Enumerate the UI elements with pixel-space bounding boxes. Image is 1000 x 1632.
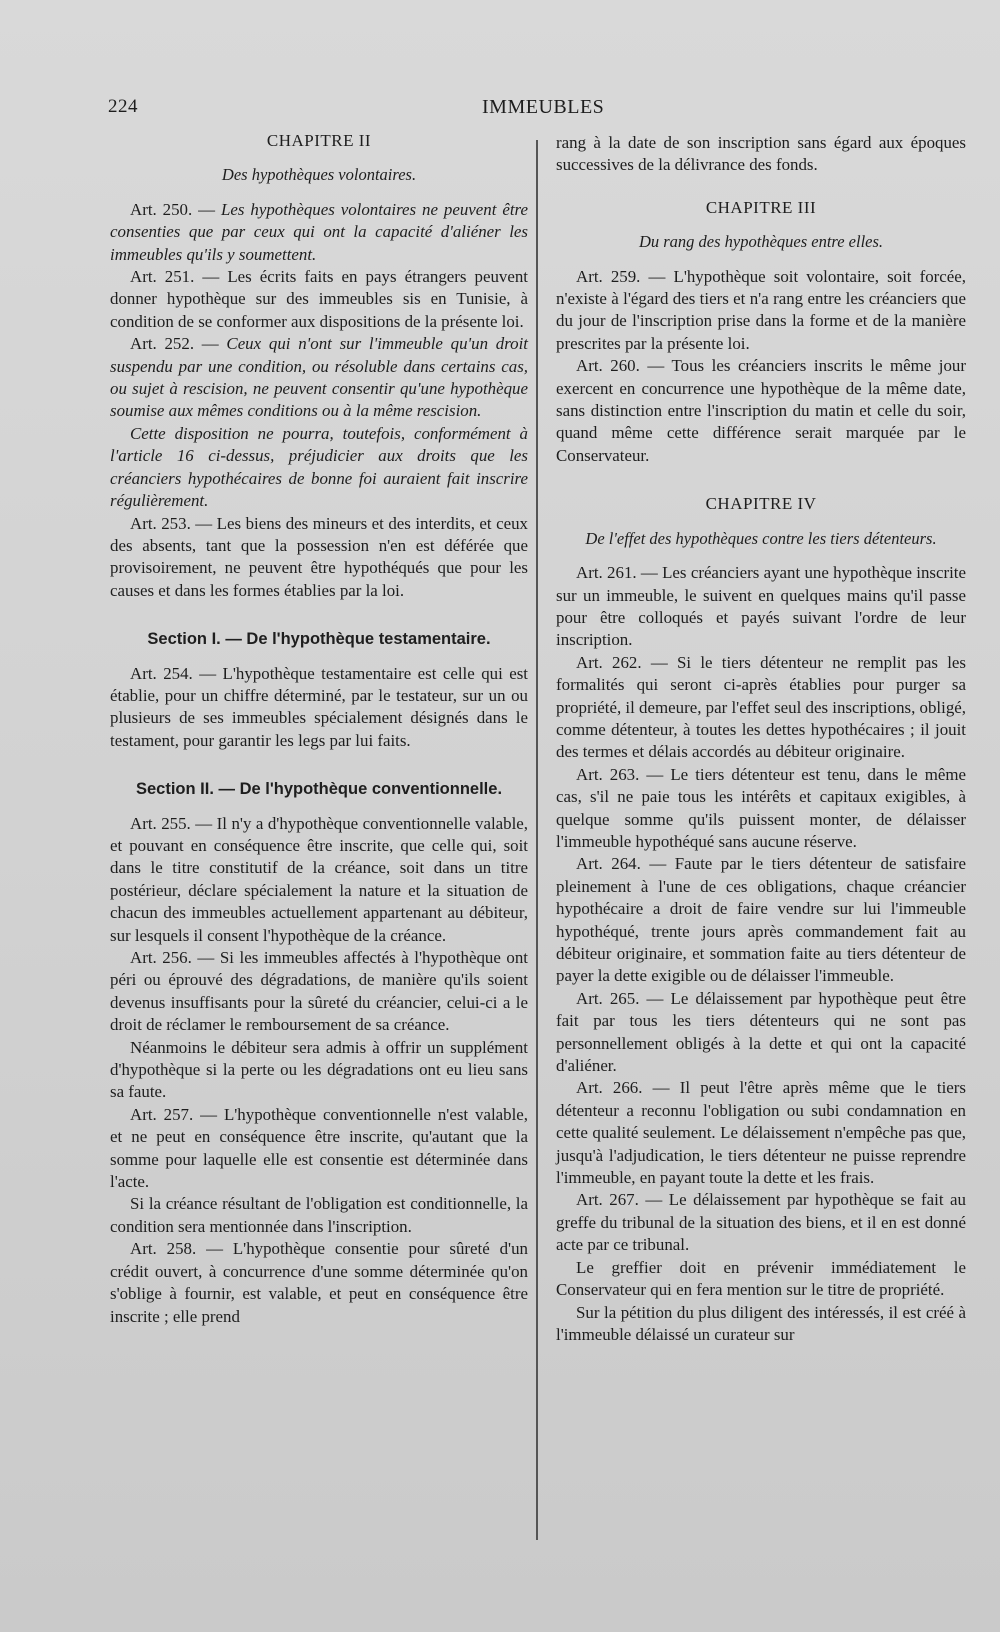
- article-262: Art. 262. — Si le tiers détenteur ne remplit pas les formalités qui seront ci-après établies pour purger sa propriété, il demeure, par l'effet seul des inscriptions, obligé, comme détenteur, à toutes les dettes hypothécaires ; il jouit des termes et délais accordés au débiteur originaire.: [556, 652, 966, 762]
- article-253: Art. 253. — Les biens des mineurs et des interdits, et ceux des absents, tant que la possession n'en est déférée que provisoirement, ne peuvent être hypothéqués que pour les causes et dans les formes établies par la loi.: [110, 513, 528, 600]
- article-267-paragraph-2: Le greffier doit en prévenir immédiatement le Conservateur qui en fera mention sur le titre de propriété.: [556, 1257, 966, 1300]
- page-header: [108, 96, 970, 126]
- section-1-title: Section I. — De l'hypothèque testamentaire.: [147, 630, 491, 649]
- article-254: Art. 254. — L'hypothèque testamentaire est celle qui est établie, pour un chiffre déterminé, par le testateur, sur un ou plusieurs de ses immeubles spécialement désignés dans le testament, pour garantir les legs par lui faits.: [110, 663, 528, 750]
- page-number: 224: [108, 96, 138, 117]
- section-2-title: Section II. — De l'hypothèque conventionnelle.: [135, 780, 503, 799]
- article-250-text: Les hypothèques volontaires ne peuvent être consenties que par ceux qui ont la capacité d'aliéner les immeubles qu'ils y soumettent.: [110, 199, 528, 264]
- article-250: [110, 199, 528, 266]
- article-266: Art. 266. — Il peut l'être après même que le tiers détenteur a reconnu l'obligation ou subi condamnation en cette qualité seulement. Le délaissement n'empêche pas que, jusqu'à l'adjudication, le tiers détenteur ne puisse reprendre l'immeuble, en payant toute la dette et les frais.: [556, 1078, 966, 1188]
- article-252-text: Ceux qui n'ont sur l'immeuble qu'un droit suspendu par une condition, ou résoluble dans certains cas, ou sujet à rescision, ne peuvent consentir qu'une hypothèque soumise aux mêmes conditions ou à la même rescision.: [110, 334, 528, 421]
- article-267: Art. 267. — Le délaissement par hypothèque se fait au greffe du tribunal de la situation des biens, et il en est donné acte par ce tribunal.: [556, 1190, 966, 1255]
- article-258: Art. 258. — L'hypothèque consentie pour sûreté d'un crédit ouvert, à concurrence d'une somme déterminée qu'on s'oblige à fournir, est valable, et peut en conséquence être inscrite ; elle prend: [110, 1239, 528, 1326]
- article-250-number: Art. 250. —: [130, 199, 216, 219]
- article-251: Art. 251. — Les écrits faits en pays étrangers peuvent donner hypothèque sur des immeubles sis en Tunisie, à condition de se conformer aux dispositions de la présente loi.: [110, 267, 528, 331]
- chapter-4-subtitle: De l'effet des hypothèques contre les tiers détenteurs.: [585, 528, 937, 548]
- left-column: [110, 130, 528, 1328]
- article-267-paragraph-3: Sur la pétition du plus diligent des intéressés, il est créé à l'immeuble délaissé un curateur sur: [556, 1302, 966, 1344]
- article-264: Art. 264. — Faute par le tiers détenteur de satisfaire pleinement à l'une de ces obligations, chaque créancier hypothécaire a droit de faire vendre sur lui l'immeuble hypothéqué, trente jours après commandement fait au débiteur originaire, et sommation faite au tiers détenteur de payer la dette exigible ou de délaisser l'immeuble.: [556, 854, 966, 986]
- running-title: IMMEUBLES: [482, 96, 605, 118]
- article-256-paragraph-2: Néanmoins le débiteur sera admis à offrir un supplément d'hypothèque si la perte ou les dégradations ont eu lieu sans sa faute.: [110, 1037, 528, 1102]
- article-257: Art. 257. — L'hypothèque conventionnelle n'est valable, et ne peut en conséquence être inscrite, qu'autant que la somme pour laquelle elle est consentie est déterminée dans l'acte.: [110, 1104, 528, 1192]
- chapter-2-subtitle: Des hypothèques volontaires.: [221, 165, 417, 185]
- article-260: Art. 260. — Tous les créanciers inscrits le même jour exercent en concurrence une hypothèque de la même date, sans distinction entre l'inscription du matin et celle du soir, quand même cette différence serait marquée par le Conservateur.: [556, 356, 966, 465]
- article-259: Art. 259. — L'hypothèque soit volontaire, soit forcée, n'existe à l'égard des tiers et n'a rang entre les créanciers que du jour de l'inscription prise dans la forme et de la manière prescrites par la présente loi.: [556, 266, 966, 353]
- chapter-3-title: CHAPITRE III: [705, 197, 817, 217]
- column-divider: [536, 140, 538, 1540]
- article-261: Art. 261. — Les créanciers ayant une hypothèque inscrite sur un immeuble, le suivent en quelques mains qu'il passe pour être colloqués et payés suivant l'ordre de leur inscription.: [556, 563, 966, 650]
- article-252-paragraph-2: Cette disposition ne pourra, toutefois, conformément à l'article 16 ci-dessus, préjudicier aux droits que les créanciers hypothécaires de bonne foi auraient fait inscrire régulièrement.: [110, 423, 528, 511]
- right-column: [556, 132, 966, 1346]
- chapter-3-subtitle: Du rang des hypothèques entre elles.: [638, 232, 884, 252]
- article-263: Art. 263. — Le tiers détenteur est tenu, dans le même cas, s'il ne paie tous les intérêts et capitaux exigibles, à quelque somme qu'ils puissent monter, de délaisser l'immeuble hypothéqué sans aucune réserve.: [556, 764, 966, 851]
- chapter-2-title: CHAPITRE II: [266, 131, 372, 150]
- article-257-paragraph-2: Si la créance résultant de l'obligation est conditionnelle, la condition sera mentionnée dans l'inscription.: [110, 1194, 528, 1236]
- article-255: Art. 255. — Il n'y a d'hypothèque conventionnelle valable, et pouvant en conséquence être inscrite, que celle qui, soit dans le titre constitutif de la créance, soit dans un titre postérieur, déclare spécialement la nature et la situation de chacun des immeubles actuellement appartenant au débiteur, sur lesquels il consent l'hypothèque de la créance.: [110, 813, 528, 945]
- article-256: Art. 256. — Si les immeubles affectés à l'hypothèque ont péri ou éprouvé des dégradations, de manière qu'ils soient devenus insuffisants pour la sûreté du créancier, celui-ci a le droit de réclamer le remboursement de sa créance.: [110, 948, 528, 1035]
- article-258-continuation: rang à la date de son inscription sans égard aux époques successives de la délivrance des fonds.: [556, 133, 966, 175]
- article-265: Art. 265. — Le délaissement par hypothèque peut être fait par tous les tiers détenteurs qui ne sont pas personnellement obligés à la dette et qui ont la capacité d'aliéner.: [556, 988, 966, 1076]
- article-252-number: Art. 252. —: [130, 334, 219, 354]
- chapter-4-title: CHAPITRE IV: [705, 494, 817, 514]
- article-252: [110, 333, 528, 423]
